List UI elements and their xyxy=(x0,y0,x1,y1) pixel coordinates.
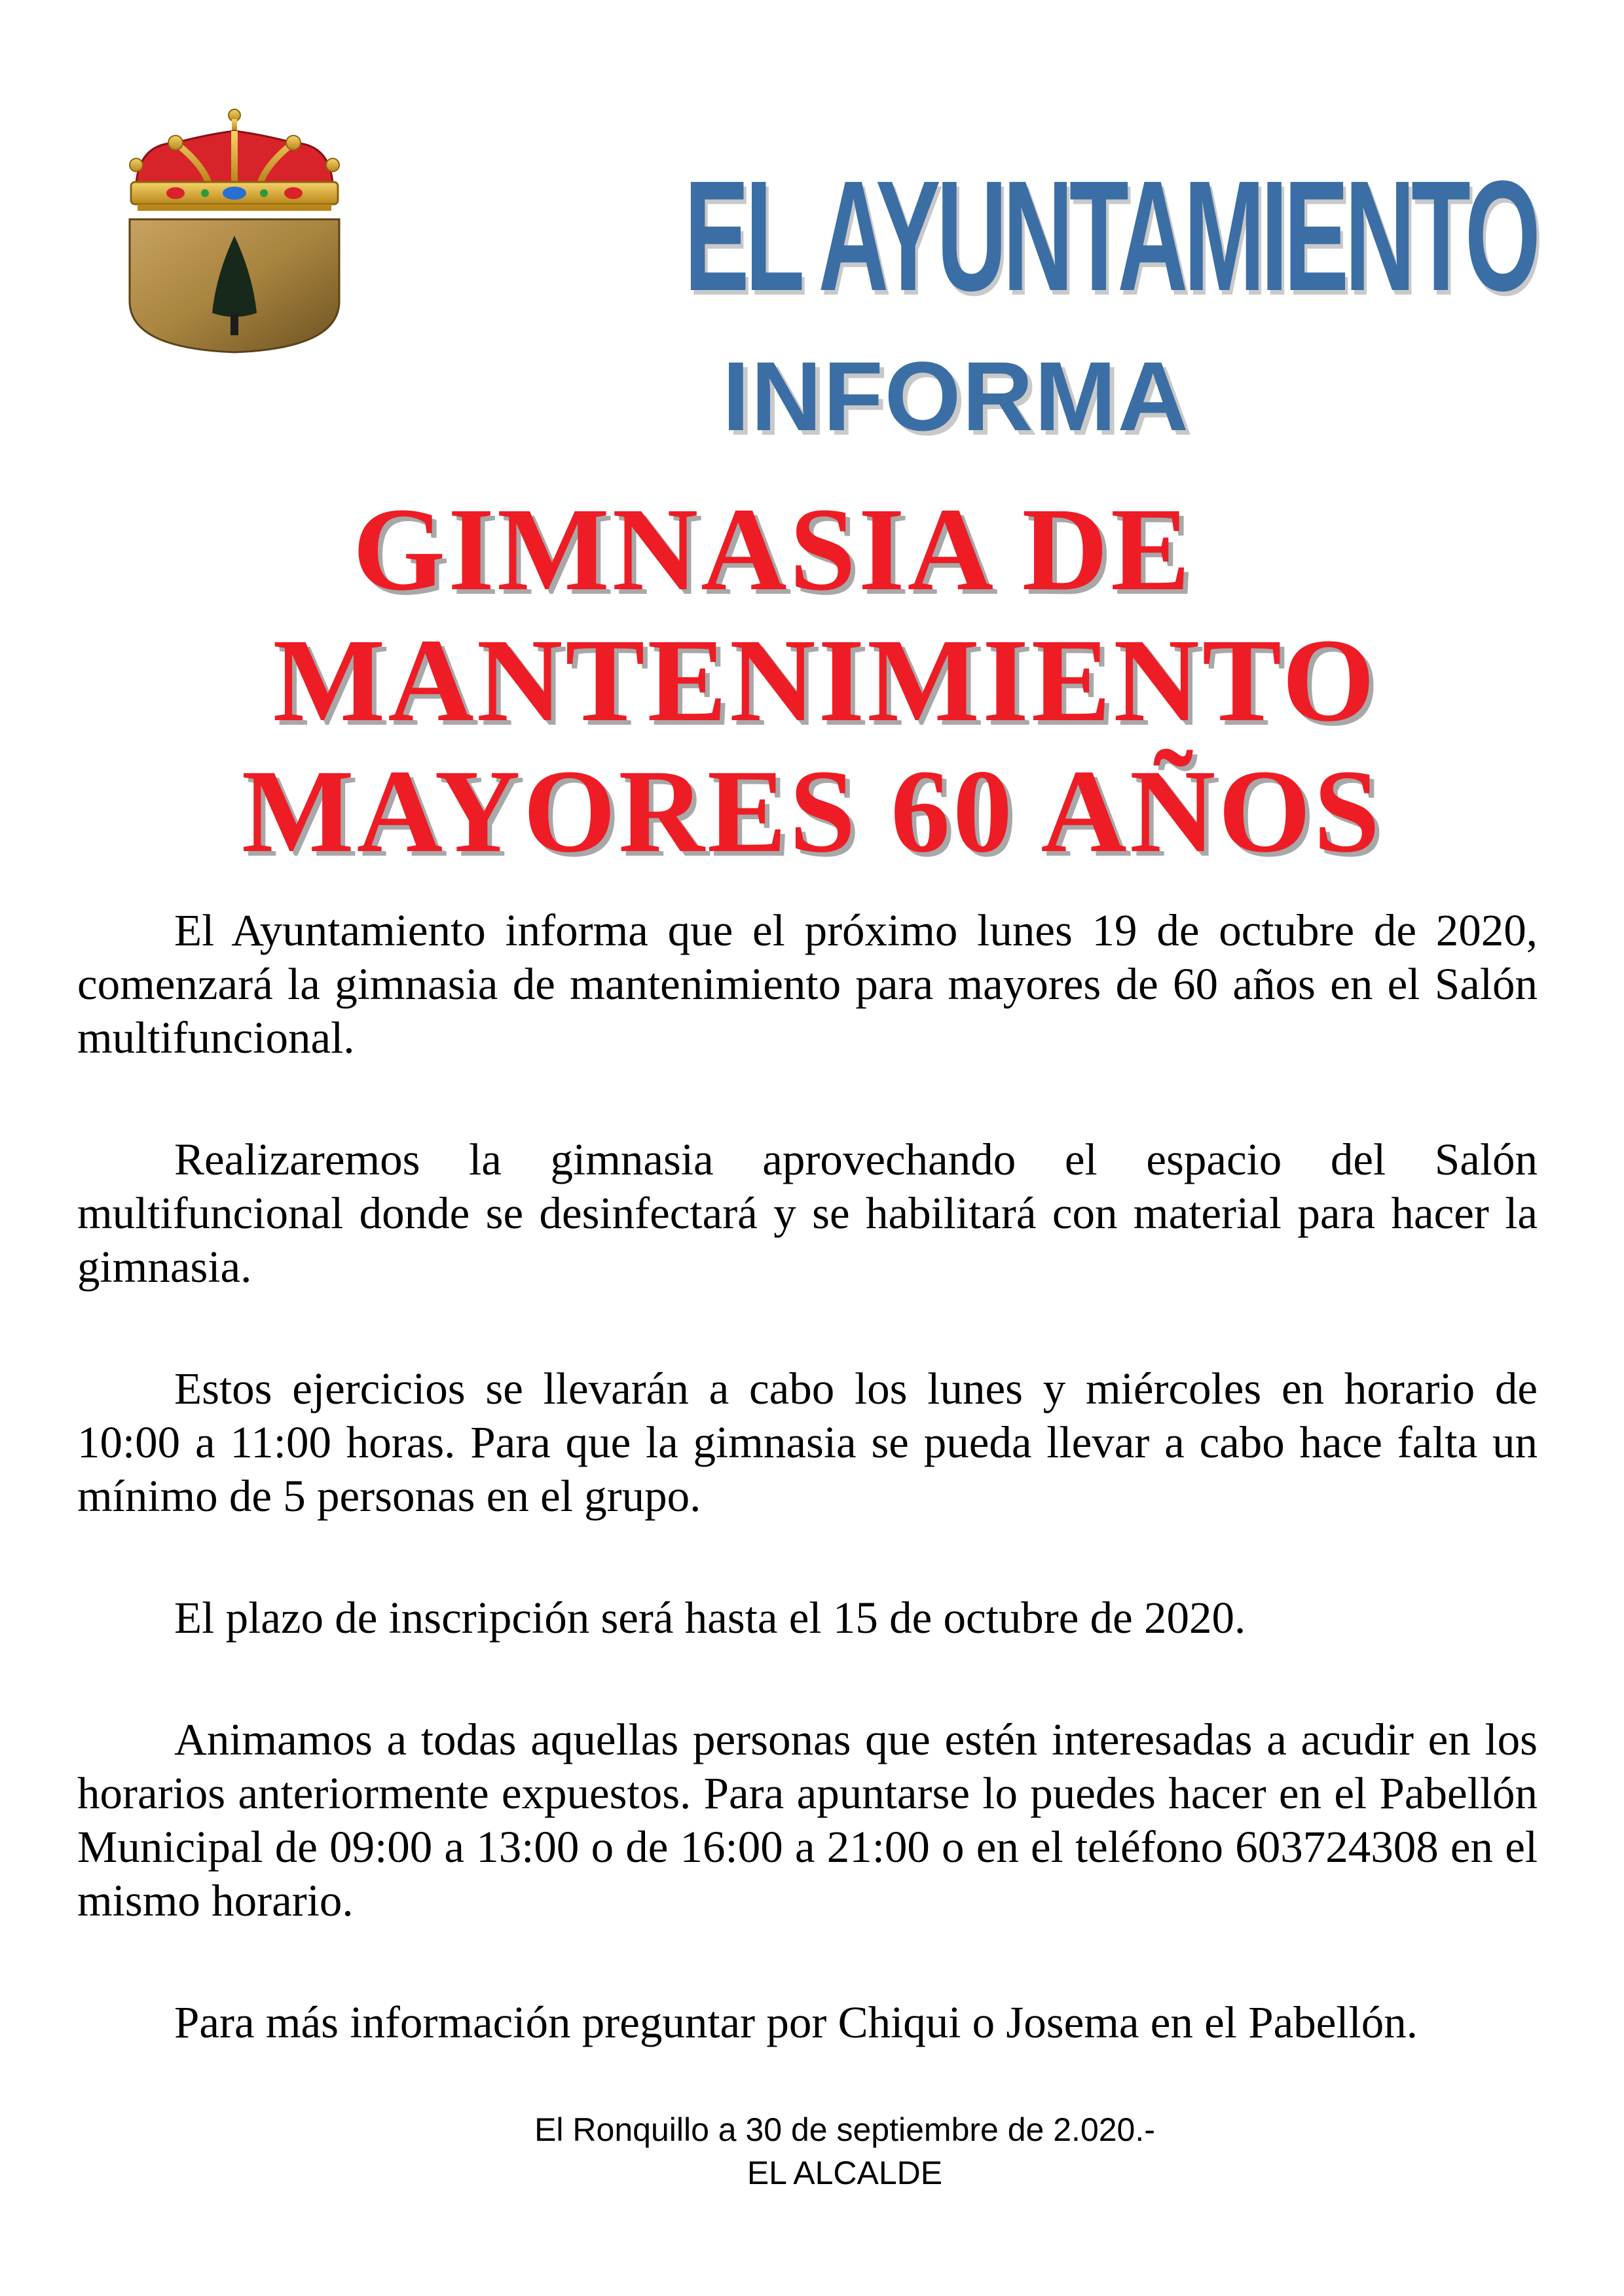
paragraph: Estos ejercicios se llevarán a cabo los lunes y miércoles en horario de 10:00 a 11:00 horas. Para que la gimnasia se pueda llevar a cabo hace falta un mínimo de 5 personas en el grupo. xyxy=(77,1364,1538,1521)
title-line-3: MAYORES 60 AÑOS xyxy=(241,746,1383,877)
signature-role: EL ALCALDE xyxy=(747,2155,943,2191)
coat-of-arms-icon xyxy=(77,105,392,354)
title-line-2: MANTENIMIENTO xyxy=(272,615,1378,746)
signature-place-date: El Ronquillo a 30 de septiembre de 2.020.- xyxy=(534,2111,1155,2148)
paragraph: Animamos a todas aquellas personas que estén interesadas a acudir en los horarios anteriormente expuestos. Para apuntarse lo puedes hacer en el Pabellón Municipal de 09:00 a 13:00 o de 16:00 a 21:00 o en el teléfono 603724308 en el mismo horario. xyxy=(77,1715,1538,1925)
paragraph: Para más información preguntar por Chiqui o Josema en el Pabellón. xyxy=(174,1997,1418,2047)
paragraph: El Ayuntamiento informa que el próximo lunes 19 de octubre de 2020, comenzará la gimnasia de mantenimiento para mayores de 60 años en el Salón multifuncional. xyxy=(77,905,1538,1063)
header-subtitle: INFORMA xyxy=(722,341,1190,451)
signature-block xyxy=(354,2108,1336,2195)
paragraph: El plazo de inscripción será hasta el 15 de octubre de 2020. xyxy=(174,1593,1246,1643)
announcement-body xyxy=(77,903,1538,2117)
paragraph: Realizaremos la gimnasia aprovechando el espacio del Salón multifuncional donde se desinfectará y se habilitará con material para hacer la gimnasia. xyxy=(77,1135,1538,1292)
header-title: EL AYUNTAMIENTO xyxy=(684,148,1537,323)
title-line-1: GIMNASIA DE xyxy=(352,484,1193,615)
